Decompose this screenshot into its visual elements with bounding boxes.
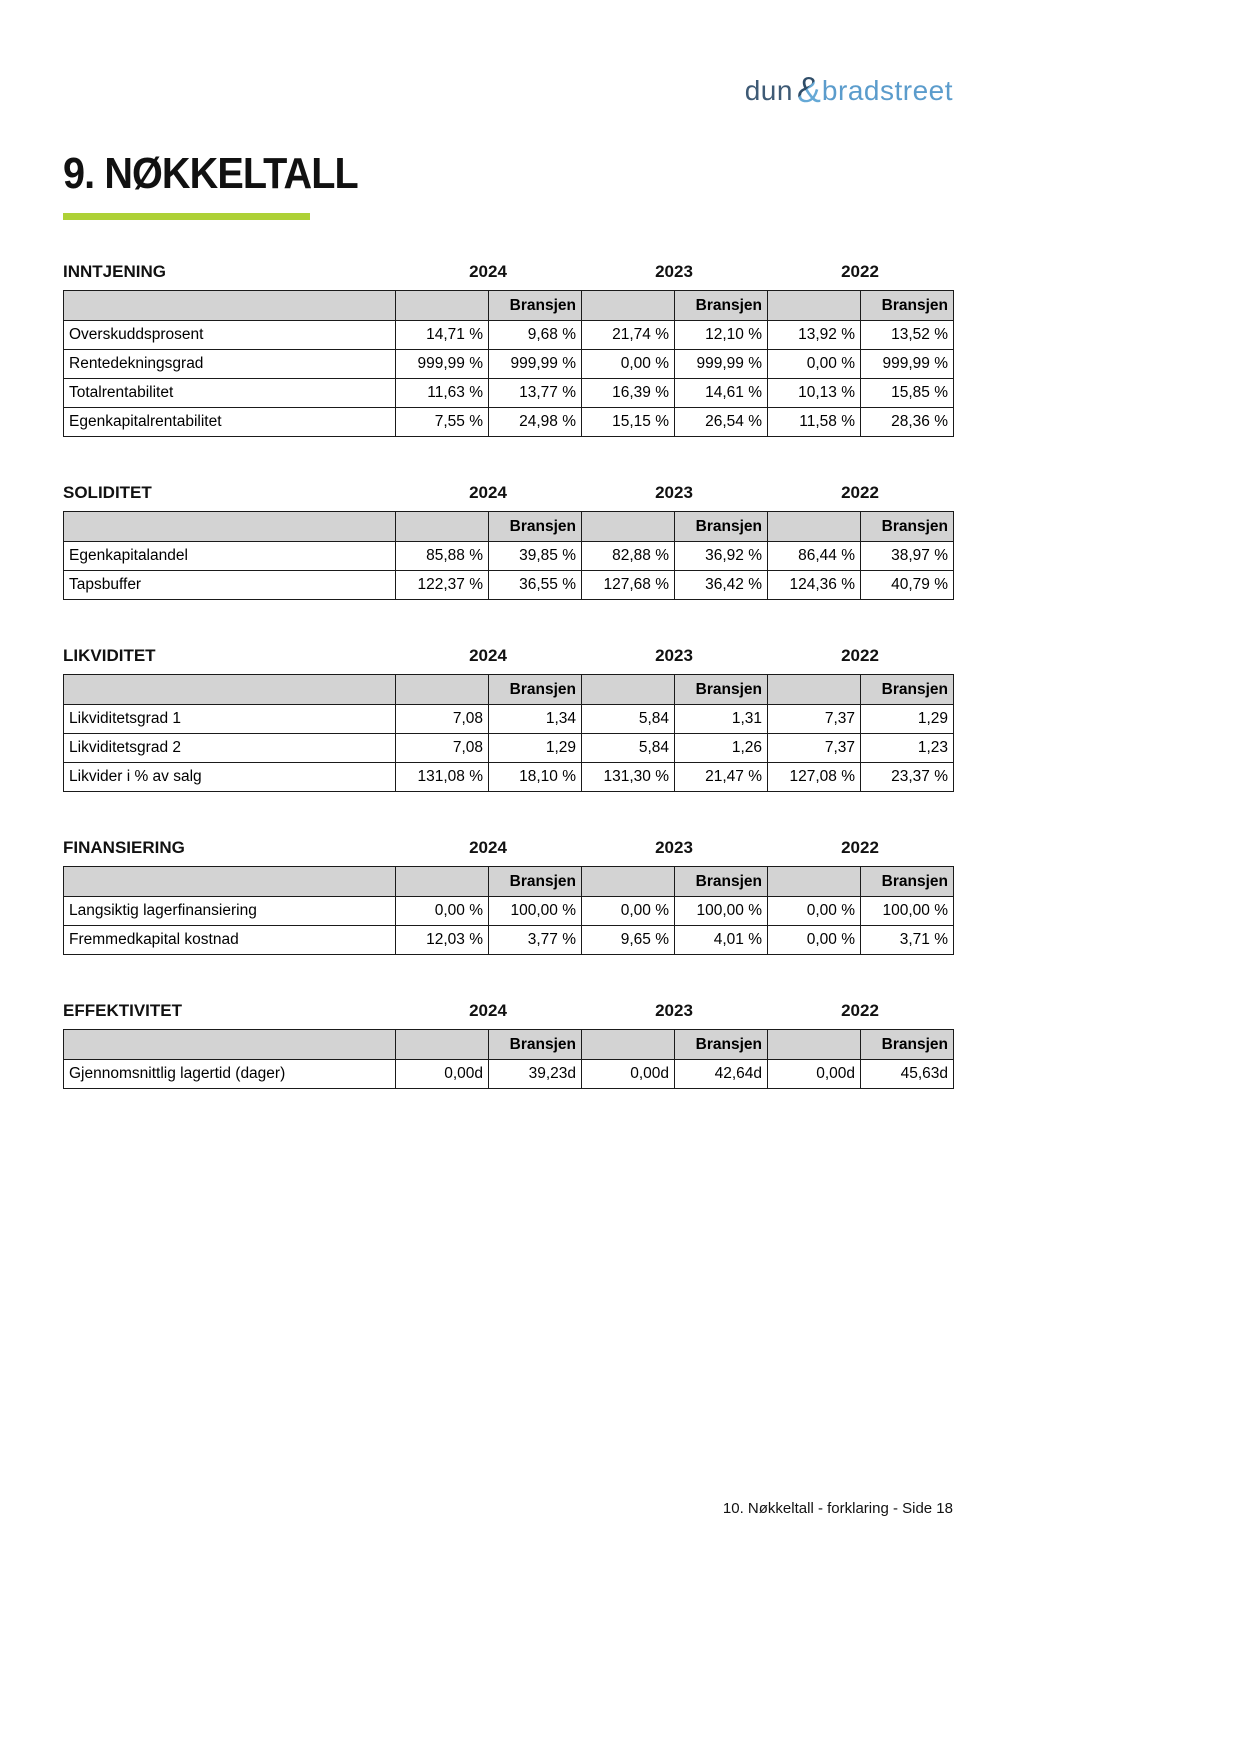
year-labels [395,1001,953,1021]
value-cell: 0,00d [396,1060,489,1089]
value-cell: 86,44 % [768,542,861,571]
ampersand-icon: & [796,69,821,110]
year-label: 2024 [469,262,507,281]
key-figures-section [63,838,953,955]
value-cell: 16,39 % [582,379,675,408]
table-row [64,379,954,408]
dun-bradstreet-logo [744,69,953,110]
tables-container [63,262,953,1089]
value-cell: 13,52 % [861,321,954,350]
header-year-value-cell [768,1030,861,1060]
value-cell: 15,15 % [582,408,675,437]
year-label: 2022 [841,262,879,281]
key-figures-table [63,511,954,600]
table-row [64,897,954,926]
year-label: 2023 [655,646,693,665]
row-label-cell: Likviditetsgrad 2 [64,734,396,763]
table-row [64,350,954,379]
table-row [64,926,954,955]
header-empty-cell [64,512,396,542]
table-row [64,763,954,792]
table-row [64,734,954,763]
value-cell: 1,23 [861,734,954,763]
header-year-value-cell [582,291,675,321]
row-label-cell: Egenkapitalrentabilitet [64,408,396,437]
value-cell: 5,84 [582,705,675,734]
value-cell: 24,98 % [489,408,582,437]
header [63,0,953,110]
value-cell: 13,92 % [768,321,861,350]
value-cell: 14,71 % [396,321,489,350]
content-area [63,0,953,1089]
section-header [63,646,953,668]
value-cell: 999,99 % [675,350,768,379]
value-cell: 0,00 % [396,897,489,926]
value-cell: 36,92 % [675,542,768,571]
row-label-cell: Rentedekningsgrad [64,350,396,379]
row-label-cell: Tapsbuffer [64,571,396,600]
value-cell: 122,37 % [396,571,489,600]
value-cell: 999,99 % [861,350,954,379]
header-year-value-cell [768,512,861,542]
value-cell: 9,65 % [582,926,675,955]
value-cell: 11,63 % [396,379,489,408]
header-empty-cell [64,867,396,897]
table-header-row [64,291,954,321]
row-label-cell: Gjennomsnittlig lagertid (dager) [64,1060,396,1089]
value-cell: 38,97 % [861,542,954,571]
year-label: 2023 [655,483,693,502]
value-cell: 40,79 % [861,571,954,600]
value-cell: 39,23d [489,1060,582,1089]
value-cell: 131,30 % [582,763,675,792]
section-title: SOLIDITET [63,483,152,502]
header-year-value-cell [768,867,861,897]
header-bransjen-cell: Bransjen [861,512,954,542]
table-row [64,321,954,350]
key-figures-section [63,483,953,600]
key-figures-table [63,866,954,955]
value-cell: 131,08 % [396,763,489,792]
header-year-value-cell [396,291,489,321]
header-bransjen-cell: Bransjen [489,291,582,321]
value-cell: 23,37 % [861,763,954,792]
value-cell: 36,55 % [489,571,582,600]
header-empty-cell [64,291,396,321]
value-cell: 127,08 % [768,763,861,792]
header-bransjen-cell: Bransjen [675,291,768,321]
table-row [64,705,954,734]
title-accent-bar [63,213,310,220]
value-cell: 1,31 [675,705,768,734]
section-title: LIKVIDITET [63,646,156,665]
row-label-cell: Fremmedkapital kostnad [64,926,396,955]
header-bransjen-cell: Bransjen [489,675,582,705]
key-figures-table [63,290,954,437]
year-label: 2023 [655,262,693,281]
header-year-value-cell [396,1030,489,1060]
value-cell: 999,99 % [396,350,489,379]
header-bransjen-cell: Bransjen [489,1030,582,1060]
value-cell: 0,00d [582,1060,675,1089]
row-label-cell: Likviditetsgrad 1 [64,705,396,734]
row-label-cell: Likvider i % av salg [64,763,396,792]
value-cell: 28,36 % [861,408,954,437]
year-label: 2022 [841,483,879,502]
year-label: 2024 [469,1001,507,1020]
table-row [64,1060,954,1089]
section-header [63,262,953,284]
header-bransjen-cell: Bransjen [675,867,768,897]
value-cell: 39,85 % [489,542,582,571]
header-bransjen-cell: Bransjen [861,291,954,321]
value-cell: 21,74 % [582,321,675,350]
value-cell: 100,00 % [489,897,582,926]
value-cell: 9,68 % [489,321,582,350]
value-cell: 7,37 [768,705,861,734]
section-title: EFFEKTIVITET [63,1001,182,1020]
value-cell: 999,99 % [489,350,582,379]
value-cell: 42,64d [675,1060,768,1089]
value-cell: 127,68 % [582,571,675,600]
value-cell: 11,58 % [768,408,861,437]
value-cell: 7,37 [768,734,861,763]
header-bransjen-cell: Bransjen [675,675,768,705]
page-footer: 10. Nøkkeltall - forklaring - Side 18 [722,1500,953,1517]
year-labels [395,483,953,503]
row-label-cell: Langsiktig lagerfinansiering [64,897,396,926]
section-header [63,1001,953,1023]
value-cell: 15,85 % [861,379,954,408]
header-bransjen-cell: Bransjen [675,1030,768,1060]
value-cell: 3,71 % [861,926,954,955]
section-header [63,483,953,505]
header-year-value-cell [396,675,489,705]
header-year-value-cell [582,1030,675,1060]
value-cell: 0,00 % [582,897,675,926]
value-cell: 45,63d [861,1060,954,1089]
header-bransjen-cell: Bransjen [861,675,954,705]
logo-text-dun: dun [744,75,793,106]
value-cell: 26,54 % [675,408,768,437]
header-bransjen-cell: Bransjen [861,867,954,897]
value-cell: 4,01 % [675,926,768,955]
value-cell: 5,84 [582,734,675,763]
value-cell: 12,10 % [675,321,768,350]
key-figures-section [63,1001,953,1089]
value-cell: 1,29 [861,705,954,734]
row-label-cell: Totalrentabilitet [64,379,396,408]
year-label: 2022 [841,838,879,857]
table-row [64,542,954,571]
year-label: 2023 [655,838,693,857]
value-cell: 100,00 % [675,897,768,926]
value-cell: 21,47 % [675,763,768,792]
year-label: 2024 [469,483,507,502]
value-cell: 82,88 % [582,542,675,571]
value-cell: 0,00 % [768,926,861,955]
value-cell: 7,55 % [396,408,489,437]
row-label-cell: Egenkapitalandel [64,542,396,571]
value-cell: 1,29 [489,734,582,763]
header-empty-cell [64,675,396,705]
value-cell: 1,26 [675,734,768,763]
key-figures-table [63,674,954,792]
table-header-row [64,867,954,897]
header-year-value-cell [582,867,675,897]
year-label: 2023 [655,1001,693,1020]
logo-text-bradstreet: bradstreet [821,75,953,106]
table-header-row [64,675,954,705]
key-figures-table [63,1029,954,1089]
header-year-value-cell [582,675,675,705]
header-year-value-cell [768,291,861,321]
header-bransjen-cell: Bransjen [675,512,768,542]
value-cell: 124,36 % [768,571,861,600]
section-title: INNTJENING [63,262,166,281]
header-year-value-cell [396,867,489,897]
page-title: 9. NØKKELTALL [63,149,358,198]
value-cell: 0,00 % [768,350,861,379]
value-cell: 85,88 % [396,542,489,571]
year-labels [395,838,953,858]
value-cell: 0,00 % [582,350,675,379]
value-cell: 0,00 % [768,897,861,926]
year-labels [395,646,953,666]
value-cell: 36,42 % [675,571,768,600]
row-label-cell: Overskuddsprosent [64,321,396,350]
year-label: 2024 [469,646,507,665]
key-figures-section [63,646,953,792]
value-cell: 3,77 % [489,926,582,955]
section-header [63,838,953,860]
header-bransjen-cell: Bransjen [489,867,582,897]
header-empty-cell [64,1030,396,1060]
value-cell: 0,00d [768,1060,861,1089]
value-cell: 7,08 [396,705,489,734]
year-labels [395,262,953,282]
header-year-value-cell [768,675,861,705]
value-cell: 12,03 % [396,926,489,955]
table-row [64,571,954,600]
value-cell: 18,10 % [489,763,582,792]
value-cell: 13,77 % [489,379,582,408]
table-row [64,408,954,437]
value-cell: 10,13 % [768,379,861,408]
header-bransjen-cell: Bransjen [489,512,582,542]
section-title: FINANSIERING [63,838,185,857]
header-year-value-cell [396,512,489,542]
table-header-row [64,1030,954,1060]
value-cell: 14,61 % [675,379,768,408]
header-year-value-cell [582,512,675,542]
year-label: 2024 [469,838,507,857]
table-header-row [64,512,954,542]
year-label: 2022 [841,646,879,665]
year-label: 2022 [841,1001,879,1020]
key-figures-section [63,262,953,437]
value-cell: 100,00 % [861,897,954,926]
value-cell: 7,08 [396,734,489,763]
value-cell: 1,34 [489,705,582,734]
header-bransjen-cell: Bransjen [861,1030,954,1060]
